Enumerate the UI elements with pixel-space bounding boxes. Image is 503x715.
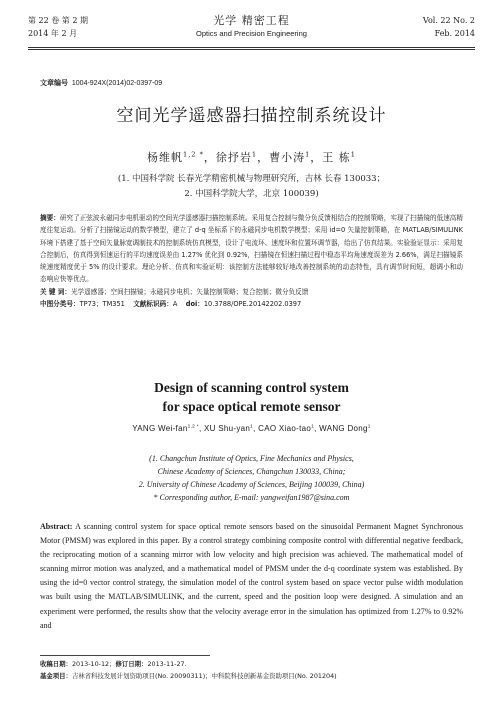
author-zh-1-sup: 1,2 * (183, 150, 204, 159)
journal-name-en: Optics and Precision Engineering (196, 29, 307, 38)
revised-label: 修订日期： (115, 660, 148, 668)
keywords-zh (40, 286, 463, 298)
title-en-line-1: Design of scanning control system (154, 380, 349, 395)
article-number (40, 78, 162, 88)
affiliation-en-3: 2. University of Chinese Academy of Sciences, Beijing 100039, China) (138, 480, 365, 489)
abstract-zh-text: 研究了正弦波永磁同步电机驱动的空间光学遥感器扫描控制系统。采用复合控制与微分负反馈相结合的控制策略，实现了扫描镜的低速高精度往复运动。分析了扫描镜运动的数学模型，建立了 d-q 坐标系下的永磁同步电机数学模型；采用 id=0 矢量控制策略，在 MATLAB/SIMULINK 环境下搭建了基于空间矢量脉宽调制技术的控制系统仿真模型，设计了电流环、速度环和位置环调节器，给出了仿真结果。实验验证显示：采用复合控制后，仿真得到恒速运行的平均速度误差由 1.27% 优化到 0.92%，扫描镜在恒速扫描过程中稳态平均角速度误差为 2.66%，满足扫描镜系统速度精度优于 5% 的设计要求。理论分析、仿真和实验证明：该控制方法能够较好地改善控制系统的动态特性，具有调节时间短，超调小和动态响应快等优点。 (40, 214, 464, 284)
author-zh-3-sup: 1 (305, 150, 311, 159)
affiliations-zh (0, 172, 503, 202)
doi-label: doi： (185, 300, 204, 309)
volume-issue-en: Vol. 22 No. 2 (422, 16, 475, 25)
doc-code-value: A (172, 300, 178, 309)
footnote-fund (40, 670, 463, 682)
classification-zh (40, 298, 463, 310)
author-zh-4-sup: 1 (350, 150, 356, 159)
affiliation-en-2: Chinese Academy of Sciences, Changchun 130033, China; (157, 467, 346, 476)
abstract-zh (40, 212, 463, 310)
author-zh-2: ，徐抒岩 (203, 151, 252, 164)
author-en-4-sup: 1 (367, 424, 371, 430)
received-date: 2013-10-12； (71, 660, 116, 668)
abstract-zh-body (40, 212, 463, 286)
author-en-1-sup: 1,2 * (187, 424, 199, 430)
keywords-zh-text: 光学遥感器；空间扫描镜；永磁同步电机；矢量控制策略；复合控制；微分负反馈 (70, 287, 309, 296)
clc-label: 中图分类号： (40, 300, 80, 309)
abstract-en-label: Abstract: (40, 522, 73, 531)
running-header (28, 14, 475, 48)
article-number-value: 1004-924X(2014)02-0397-09 (71, 80, 163, 87)
affiliation-zh-2: 2. 中国科学院大学，北京 100039) (184, 189, 319, 199)
footnote-rule (40, 655, 210, 656)
abstract-en (40, 520, 463, 633)
author-zh-3: ，曹小涛 (257, 151, 306, 164)
header-rule-bottom (28, 49, 475, 50)
footnote (40, 658, 463, 682)
fund-text: 吉林省科技发展计划资助项目(No. 20090311)；中科院科技创新基金资助项目(No. 201204) (71, 672, 337, 680)
clc-value: TP73；TM351 (79, 300, 125, 309)
title-zh: 空间光学遥感器扫描控制系统设计 (116, 106, 387, 126)
date-zh: 2014 年 2 月 (28, 29, 78, 38)
affiliation-zh-1: (1. 中国科学院 长春光学精密机械与物理研究所，吉林 长春 130033； (117, 174, 386, 184)
footnote-dates (40, 658, 463, 670)
author-zh-4: ，王 栋 (310, 151, 351, 164)
doc-code-label: 文献标识码： (133, 300, 173, 309)
revised-date: 2013-11-27. (147, 660, 187, 668)
fund-label: 基金项目： (40, 672, 72, 680)
title-en-line-2: for space optical remote sensor (162, 399, 341, 414)
author-en-2: , XU Shu-yan (198, 424, 251, 433)
article-number-label: 文章编号 (40, 80, 68, 87)
author-en-4: , WANG Dong (314, 424, 368, 433)
title-en (0, 378, 503, 416)
affiliations-en (0, 452, 503, 504)
author-zh-2-sup: 1 (251, 150, 258, 159)
affiliation-en-1: (1. Changchun Institute of Optics, Fine Mechanics and Physics, (149, 454, 354, 463)
author-en-3-sup: 1 (311, 424, 315, 430)
corresponding-author: * Corresponding author, E-mail: yangweifan1987@sina.com (153, 493, 350, 502)
authors-en (0, 424, 503, 433)
authors-zh (0, 149, 503, 165)
keywords-zh-label: 关 键 词： (40, 287, 71, 296)
header-right (423, 14, 475, 40)
abstract-zh-label: 摘要： (40, 214, 60, 222)
received-label: 收稿日期： (40, 660, 72, 668)
header-center (28, 14, 475, 40)
doi-value: 10.3788/OPE.20142202.0397 (203, 300, 302, 309)
author-en-3: , CAO Xiao-tao (253, 424, 312, 433)
journal-name-zh: 光学 精密工程 (213, 14, 290, 27)
author-en-1: YANG Wei-fan (132, 424, 188, 433)
author-en-2-sup: 1 (250, 424, 254, 430)
date-en: Feb. 2014 (434, 29, 475, 38)
header-rule-top (28, 47, 475, 48)
author-zh-1: 杨维帆 (147, 151, 183, 164)
volume-issue-zh: 第 22 卷 第 2 期 (28, 16, 88, 25)
abstract-en-text: A scanning control system for space optical remote sensors based on the sinusoidal Permanent Magnet Synchronous Motor (PMSM) was explored in this paper. By a control strategy combining composite control with differential negative feedback, the reciprocating motion of a scanning mirror with low velocity and high precision was achieved. The mathematical model of scanning mirror motion was analyzed, and a mathematical model of PMSM under the d-q coordinate system was established. By using the id=0 vector control strategy, the simulation model of the control system based on space vector pulse width modulation was built using the MATLAB/SIMULINK, and the current, speed and the position loop were designed. A simulation and an experiment were performed, the results show that the velocity average error in the simulation has optimized from 1.27% to 0.92% and (40, 522, 463, 630)
